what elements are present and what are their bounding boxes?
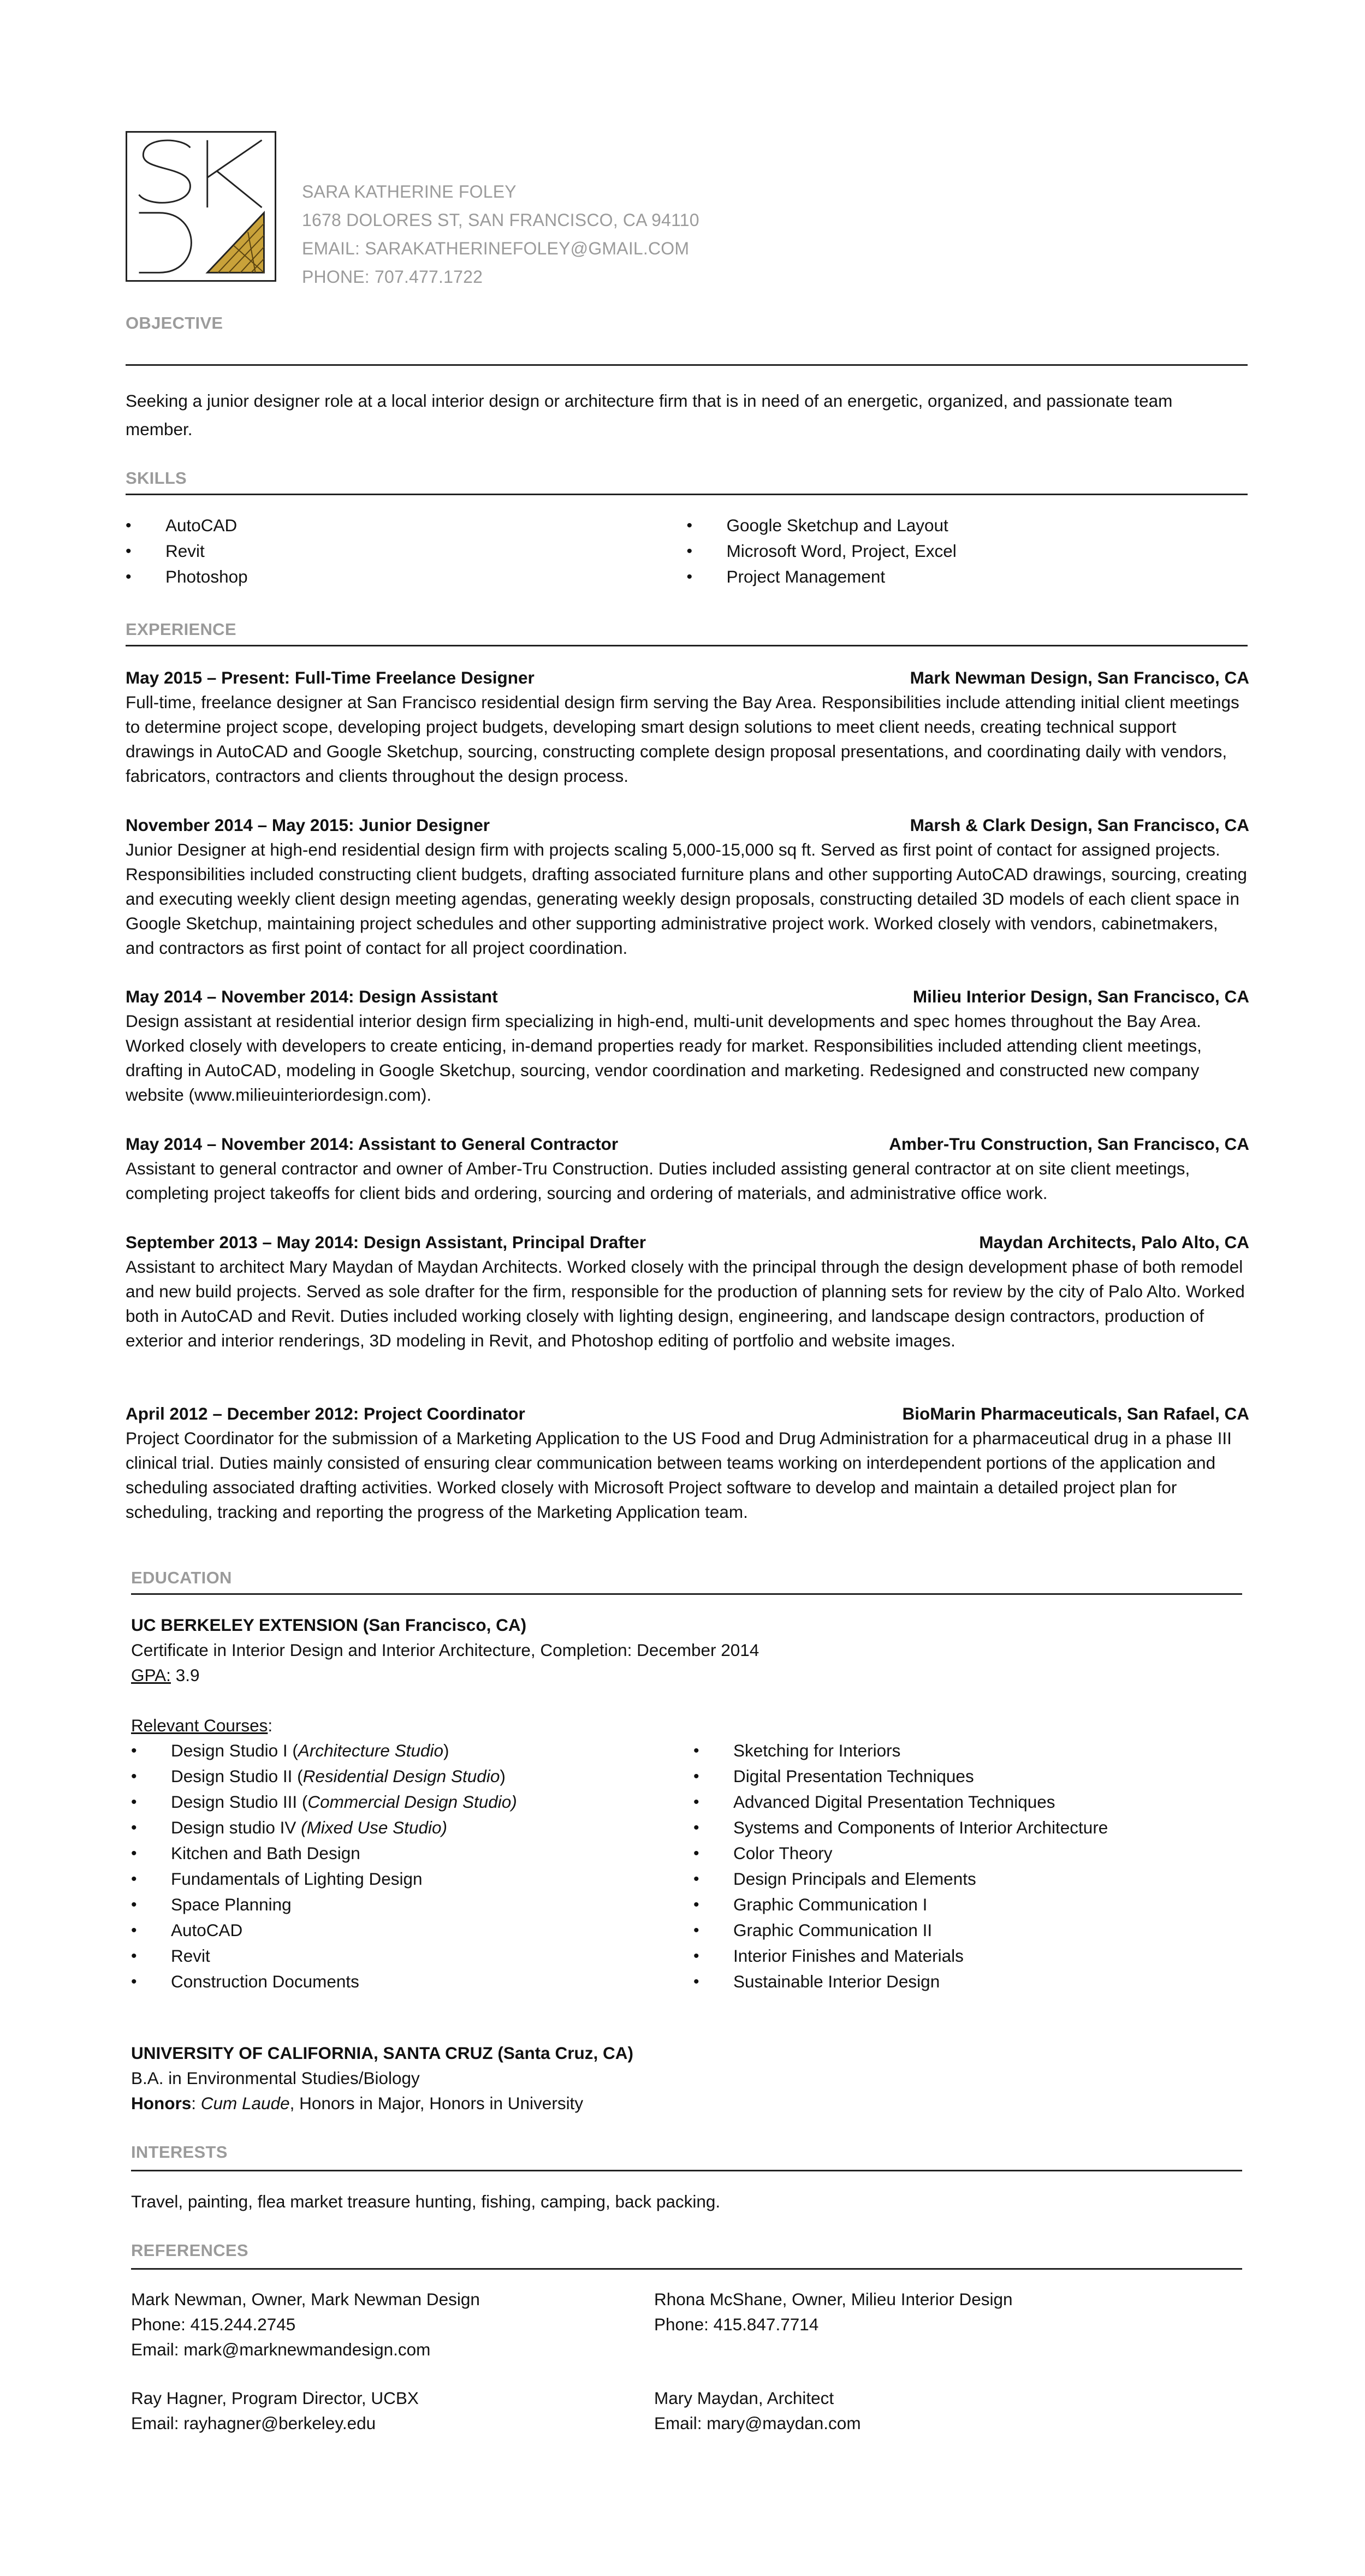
skills-heading: SKILLS: [126, 468, 187, 488]
skill-item: • Microsoft Word, Project, Excel: [687, 538, 1248, 564]
ucb-block: [131, 1612, 759, 1738]
job-description: Junior Designer at high-end residential design firm with projects scaling 5,000-15,000 sq ft. Served as first point of contact for assigned projects. Responsibilities included constructing client budgets, drafting associated furniture plans and other supporting AutoCAD drawings, sourcing, creating and executing weekly client design meeting agendas, generating weekly design proposals, constructing detailed 3D models of each client space in Google Sketchup, maintaining project schedules and other supporting administrative project work. Worked closely with vendors, cabinetmakers, and contractors as first point of contact for all project coordination.: [126, 840, 1247, 958]
interests-heading: INTERESTS: [131, 2142, 228, 2162]
skd-monogram-icon: [127, 133, 275, 280]
job-description: Project Coordinator for the submission of a Marketing Application to the US Food and Drug Administration for a pharmaceutical drug in a phase III clinical trial. Duties mainly consisted of ensuring clear communication between teams working on interdependent portions of the application and scheduling associated drafting activities. Worked closely with Microsoft Project software to develop and maintain a detailed project plan for scheduling, tracking and reporting the progress of the Marketing Application team.: [126, 1428, 1232, 1522]
course-item: • Space Planning: [131, 1892, 693, 1918]
course-item: • Sustainable Interior Design: [693, 1969, 1239, 1995]
job-entry: [126, 984, 1249, 1107]
job-company: Amber-Tru Construction, San Francisco, CA: [889, 1134, 1249, 1154]
job-title: November 2014 – May 2015: Junior Designer: [126, 815, 490, 835]
course-item: • Digital Presentation Techniques: [693, 1764, 1239, 1789]
objective-heading: OBJECTIVE: [126, 313, 223, 333]
job-entry: [126, 1402, 1249, 1524]
objective-text: Seeking a junior designer role at a local interior design or architecture firm that is in need of an energetic, organized, and passionate team member.: [126, 391, 1173, 439]
gpa-label: GPA:: [131, 1665, 171, 1685]
course-item: • Kitchen and Bath Design: [131, 1841, 693, 1866]
course-item: • Sketching for Interiors: [693, 1738, 1239, 1764]
skills-divider: [126, 494, 1248, 495]
education-divider: [131, 1593, 1242, 1595]
monogram-logo: [126, 131, 276, 282]
course-item: • Design Studio III (Commercial Design Studio): [131, 1789, 693, 1815]
contact-block: [302, 177, 699, 291]
course-item: • Interior Finishes and Materials: [693, 1943, 1239, 1969]
reference-entry: Rhona McShane, Owner, Milieu Interior Design Phone: 415.847.7714: [654, 2289, 1013, 2334]
job-title: April 2012 – December 2012: Project Coordinator: [126, 1404, 525, 1423]
experience-section: [126, 619, 1248, 646]
interests-section: [131, 2141, 1242, 2171]
objective-divider: [126, 364, 1248, 366]
reference-entry: Ray Hagner, Program Director, UCBX Email: rayhagner@berkeley.edu: [131, 2388, 419, 2433]
course-item: • Advanced Digital Presentation Techniques: [693, 1789, 1239, 1815]
course-item: • Graphic Communication I: [693, 1892, 1239, 1918]
job-entry: [126, 1230, 1249, 1353]
school-name: UNIVERSITY OF CALIFORNIA, SANTA CRUZ (Santa Cruz, CA): [131, 2043, 633, 2063]
course-item: • Design Studio I (Architecture Studio): [131, 1738, 693, 1764]
job-company: Marsh & Clark Design, San Francisco, CA: [910, 815, 1249, 835]
course-item: • Color Theory: [693, 1841, 1239, 1866]
course-item: • Graphic Communication II: [693, 1918, 1239, 1943]
reference-entry: Mary Maydan, Architect Email: mary@maydan.com: [654, 2388, 861, 2433]
skills-list-right: [687, 513, 1248, 590]
job-entry: [126, 666, 1249, 788]
ucsc-block: [131, 2040, 633, 2116]
course-item: • Systems and Components of Interior Architecture: [693, 1815, 1239, 1841]
courses-label-line: Relevant Courses:: [131, 1716, 273, 1735]
gpa: [131, 1663, 759, 1688]
skill-item: • Photoshop: [126, 564, 687, 590]
degree: B.A. in Environmental Studies/Biology: [131, 2068, 420, 2088]
job-description: Assistant to architect Mary Maydan of Maydan Architects. Worked closely with the principal through the design development phase of both remodel and new build projects. Served as sole drafter for the firm, responsible for the production of planning sets for review by the city of Palo Alto. Worked both in AutoCAD and Revit. Duties included working closely with lighting design, engineering, and landscape design contractors, production of exterior and interior renderings, 3D modeling in Revit, and Photoshop editing of portfolio and website images.: [126, 1257, 1245, 1350]
experience-heading: EXPERIENCE: [126, 620, 236, 639]
interests-divider: [131, 2170, 1242, 2171]
job-entry: [126, 1132, 1249, 1206]
education-section: [131, 1567, 1242, 1595]
references-heading: REFERENCES: [131, 2241, 248, 2260]
course-item: • Design Principals and Elements: [693, 1866, 1239, 1892]
references-divider: [131, 2268, 1242, 2270]
job-company: Mark Newman Design, San Francisco, CA: [910, 668, 1249, 687]
course-item: • Design studio IV (Mixed Use Studio): [131, 1815, 693, 1841]
course-item: • Design Studio II (Residential Design Studio): [131, 1764, 693, 1789]
skill-item: • AutoCAD: [126, 513, 687, 538]
job-entry: [126, 813, 1249, 960]
job-description: Assistant to general contractor and owner of Amber-Tru Construction. Duties included assisting general contractor at on site client meetings, completing project takeoffs for client bids and ordering, sourcing and ordering of materials, and administrative office work.: [126, 1159, 1190, 1203]
education-heading: EDUCATION: [131, 1568, 232, 1587]
references-section: [131, 2240, 1242, 2270]
honors: Honors: Cum Laude, Honors in Major, Honors in University: [131, 2093, 584, 2113]
course-item: • Construction Documents: [131, 1969, 693, 1995]
applicant-email: EMAIL: SARAKATHERINEFOLEY@GMAIL.COM: [302, 239, 690, 258]
experience-divider: [126, 645, 1248, 646]
interests-text: Travel, painting, flea market treasure hunting, fishing, camping, back packing.: [131, 2192, 721, 2211]
skill-item: • Google Sketchup and Layout: [687, 513, 1248, 538]
objective-section: [126, 312, 1248, 443]
course-item: • AutoCAD: [131, 1918, 693, 1943]
job-description: Design assistant at residential interior design firm specializing in high-end, multi-unit developments and spec homes throughout the Bay Area. Worked closely with developers to create enticing, in-demand properties ready for market. Responsibilities included attending client meetings, drafting in AutoCAD, modeling in Google Sketchup, sourcing, vendor coordination and marketing. Redesigned and constructed new company website (www.milieuinteriordesign.com).: [126, 1011, 1202, 1105]
courses-label: Relevant Courses: [131, 1716, 268, 1735]
school-name: UC BERKELEY EXTENSION (San Francisco, CA): [131, 1615, 527, 1635]
job-description: Full-time, freelance designer at San Francisco residential design firm serving the Bay Area. Responsibilities include attending initial client meetings to determine project scope, developing project budgets, developing smart design solutions to meet client needs, creating technical support drawings in AutoCAD and Google Sketchup, sourcing, constructing complete design proposal presentations, and coordinating daily with vendors, fabricators, contractors and clients throughout the design process.: [126, 692, 1239, 786]
skill-item: • Project Management: [687, 564, 1248, 590]
skill-item: • Revit: [126, 538, 687, 564]
courses-column-right: [693, 1738, 1239, 1995]
course-item: • Revit: [131, 1943, 693, 1969]
applicant-address: 1678 DOLORES ST, SAN FRANCISCO, CA 94110: [302, 210, 699, 230]
skills-section: [126, 467, 1248, 590]
courses-column-left: [131, 1738, 693, 1995]
job-company: Milieu Interior Design, San Francisco, CA: [912, 987, 1249, 1006]
job-title: September 2013 – May 2014: Design Assistant, Principal Drafter: [126, 1232, 646, 1252]
job-company: Maydan Architects, Palo Alto, CA: [979, 1232, 1249, 1252]
reference-entry: Mark Newman, Owner, Mark Newman Design Phone: 415.244.2745 Email: mark@marknewmandesign.com: [131, 2289, 480, 2359]
course-item: • Fundamentals of Lighting Design: [131, 1866, 693, 1892]
certificate: Certificate in Interior Design and Interior Architecture, Completion: December 2014: [131, 1640, 759, 1660]
job-company: BioMarin Pharmaceuticals, San Rafael, CA: [902, 1404, 1249, 1423]
applicant-phone: PHONE: 707.477.1722: [302, 267, 483, 287]
applicant-name: SARA KATHERINE FOLEY: [302, 182, 517, 201]
gpa-value: 3.9: [170, 1665, 200, 1685]
job-title: May 2014 – November 2014: Assistant to General Contractor: [126, 1134, 619, 1154]
skills-list-left: [126, 513, 687, 590]
job-title: May 2015 – Present: Full-Time Freelance Designer: [126, 668, 535, 687]
job-title: May 2014 – November 2014: Design Assistant: [126, 987, 498, 1006]
